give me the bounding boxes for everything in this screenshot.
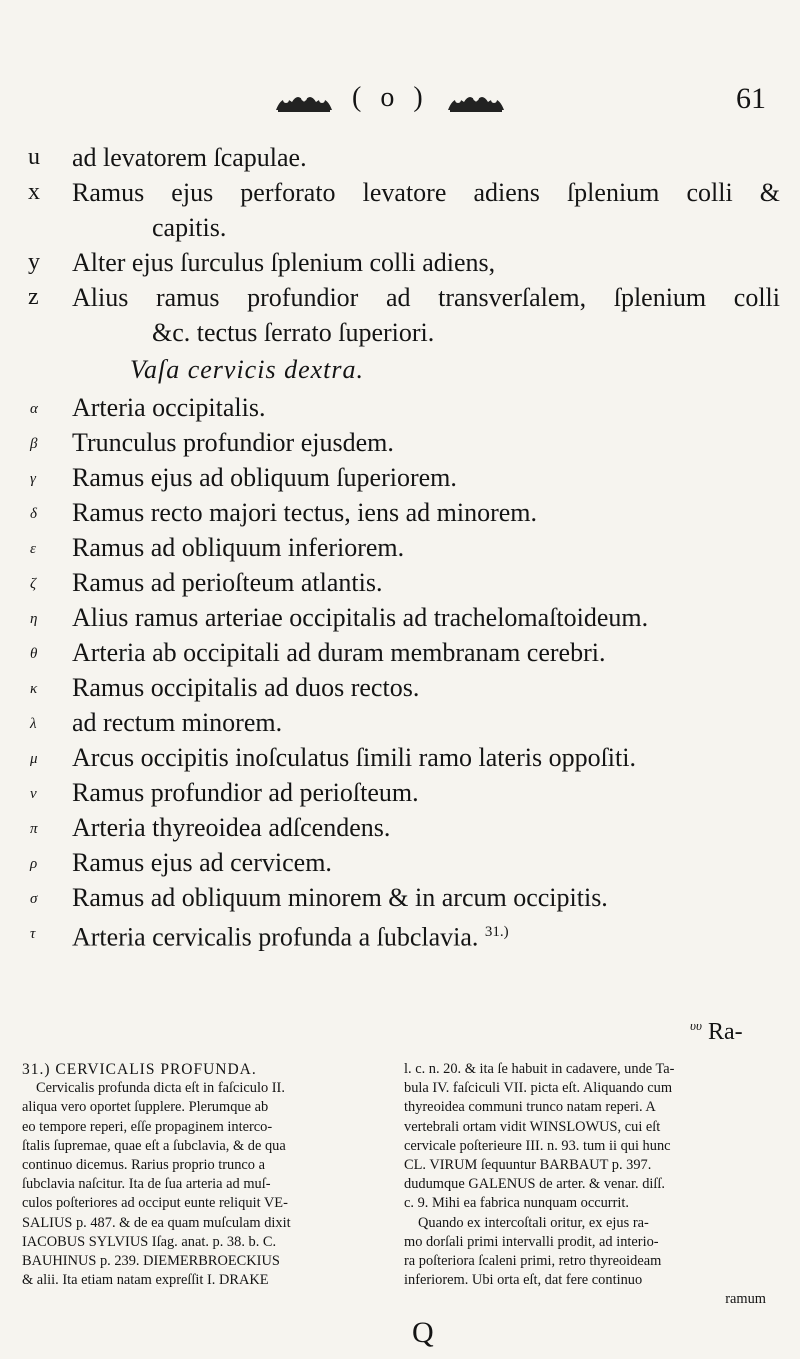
entry-letter: β xyxy=(30,436,38,452)
footnote-line: BAUHINUS p. 239. DIEMERBROECKIUS xyxy=(22,1253,280,1270)
list-item xyxy=(20,740,780,775)
footnote-line: c. 9. Mihi ea fabrica nunquam occurrit. xyxy=(404,1195,629,1212)
right-ornament-icon xyxy=(444,90,508,114)
entry-letter: ν xyxy=(30,786,37,802)
list-item xyxy=(20,390,780,425)
list-item xyxy=(20,425,780,460)
footnote-line: cervicale poſterieure III. n. 93. tum ii qui hunc xyxy=(404,1137,671,1154)
entry-letter: τ xyxy=(30,926,36,942)
entry-text: Arteria ab occipitali ad duram membranam cerebri. xyxy=(72,638,606,667)
entry-letter: δ xyxy=(30,506,37,522)
entry-text: Ramus occipitalis ad duos rectos. xyxy=(72,673,420,702)
entry-text: Ramus ad obliquum minorem & in arcum occipitis. xyxy=(72,883,608,912)
catchword xyxy=(690,1018,743,1046)
entry-text: Trunculus profundior ejusdem. xyxy=(72,428,394,457)
signature-heading: ( o ) xyxy=(352,82,429,113)
footnote-line: thyreoidea communi trunco natam reperi. A xyxy=(404,1099,656,1116)
footnote-line: Cervicalis profunda dicta eſt in faſciculo II. xyxy=(36,1080,285,1097)
left-ornament-icon xyxy=(272,90,336,114)
list-item xyxy=(20,280,780,350)
running-head xyxy=(0,82,800,122)
list-item xyxy=(20,495,780,530)
signature-mark: Q xyxy=(412,1316,434,1349)
list-item xyxy=(20,175,780,245)
footnote-line: mo dorſali primi intervalli prodit, ad interio- xyxy=(404,1233,659,1250)
entry-text: Arteria cervicalis profunda a ſubclavia. xyxy=(72,922,479,952)
footnote-line: vertebrali ortam vidit WINSLOWUS, cui eſt xyxy=(404,1118,661,1135)
footnote-line: ra poſteriora ſcaleni primi, retro thyreoideam xyxy=(404,1253,662,1270)
entry-text: Ramus ejus ad cervicem. xyxy=(72,848,332,877)
entry-text: Ramus ejus perforato levatore adiens ſplenium colli & xyxy=(72,178,780,207)
footnote-line: ſubclavia naſcitur. Ita de ſua arteria ad muſ- xyxy=(22,1176,271,1193)
footnote-line: culos poſteriores ad occiput eunte reliquit VE- xyxy=(22,1195,288,1212)
catchword-text: Ra- xyxy=(707,1019,743,1045)
entry-letter: y xyxy=(28,249,40,275)
entry-text: ad levatorem ſcapulae. xyxy=(72,143,307,172)
list-item xyxy=(20,460,780,495)
list-item xyxy=(20,845,780,880)
footnote-line: continuo dicemus. Rarius proprio trunco a xyxy=(22,1157,265,1174)
entry-letter: κ xyxy=(30,681,38,697)
list-item xyxy=(20,670,780,705)
entry-text: Ramus ad obliquum inferiorem. xyxy=(72,533,405,562)
entry-letter: ζ xyxy=(30,576,37,592)
entry-list xyxy=(20,140,780,950)
entry-continuation: capitis. xyxy=(152,213,227,242)
footnote-line: eo tempore reperi, eſſe propaginem interco- xyxy=(22,1118,273,1135)
section-title: Vaſa cervicis dextra. xyxy=(130,355,364,384)
list-item xyxy=(20,775,780,810)
footnote-line: bula IV. faſciculi VII. picta eſt. Aliquando cum xyxy=(404,1080,673,1097)
footnote-line: Quando ex intercoſtali oritur, ex ejus ra- xyxy=(418,1214,649,1231)
entry-letter: π xyxy=(30,821,38,837)
entry-text: Alter ejus ſurculus ſplenium colli adiens, xyxy=(72,248,496,277)
entry-letter: u xyxy=(28,144,40,170)
entry-text: Alius ramus profundior ad transverſalem, ſplenium colli xyxy=(72,283,780,312)
entry-letter: μ xyxy=(30,751,38,767)
footnote-line: SALIUS p. 487. & de ea quam muſculam dixit xyxy=(22,1214,291,1231)
footnote-line: dudumque GALENUS de arter. & venar. diſſ. xyxy=(404,1176,665,1193)
entry-text: Ramus ejus ad obliquum ſuperiorem. xyxy=(72,463,457,492)
entry-letter: α xyxy=(30,401,38,417)
list-item xyxy=(20,880,780,915)
entry-text: Ramus recto majori tectus, iens ad minorem. xyxy=(72,498,537,527)
entry-letter: ε xyxy=(30,541,36,557)
list-item xyxy=(20,140,780,175)
footnote-left-column xyxy=(22,1060,390,1290)
entry-text: ad rectum minorem. xyxy=(72,708,283,737)
footnote-line: aliqua vero oportet ſupplere. Plerumque ab xyxy=(22,1099,269,1116)
list-item xyxy=(20,635,780,670)
entry-text: Alius ramus arteriae occipitalis ad trachelomaſtoideum. xyxy=(72,603,649,632)
footnote-heading: 31.) CERVICALIS PROFUNDA. xyxy=(22,1061,257,1078)
entry-text: Ramus ad perioſteum atlantis. xyxy=(72,568,383,597)
list-item xyxy=(20,705,780,740)
page-number: 61 xyxy=(736,82,766,115)
footnote-line: l. c. n. 20. & ita ſe habuit in cadavere, unde Ta- xyxy=(404,1061,675,1077)
footnote-reference: 31.) xyxy=(484,924,509,940)
footnote-line: & alii. Ita etiam natam expreſſit I. DRAKE xyxy=(22,1272,269,1289)
entry-letter: η xyxy=(30,611,38,627)
list-item xyxy=(20,245,780,280)
catchword-label: υυ xyxy=(690,1018,702,1033)
footnote-right-column xyxy=(404,1060,766,1310)
entry-letter: λ xyxy=(30,716,37,732)
footnote-line: inferiorem. Ubi orta eſt, dat fere continuo xyxy=(404,1272,643,1289)
footnote-line: ſtalis ſupremae, quae eſt a ſubclavia, & de qua xyxy=(22,1137,286,1154)
entry-letter: θ xyxy=(30,646,38,662)
entry-continuation: &c. tectus ſerrato ſuperiori. xyxy=(152,318,435,347)
footnote-catchword: ramum xyxy=(725,1291,766,1308)
footnote-line: CL. VIRUM ſequuntur BARBAUT p. 397. xyxy=(404,1157,652,1174)
list-item xyxy=(20,600,780,635)
entry-letter: σ xyxy=(30,891,38,907)
entry-text: Arteria thyreoidea adſcendens. xyxy=(72,813,391,842)
list-item xyxy=(20,565,780,600)
list-item xyxy=(20,915,780,950)
entry-text: Arteria occipitalis. xyxy=(72,393,266,422)
list-item xyxy=(20,530,780,565)
entry-letter: γ xyxy=(30,471,36,487)
entry-letter: ρ xyxy=(30,856,38,872)
list-item xyxy=(20,810,780,845)
entry-letter: z xyxy=(28,284,39,310)
entry-text: Arcus occipitis inoſculatus ſimili ramo lateris oppoſiti. xyxy=(72,743,636,772)
footnote-line: IACOBUS SYLVIUS Iſag. anat. p. 38. b. C. xyxy=(22,1233,277,1250)
entry-text: Ramus profundior ad perioſteum. xyxy=(72,778,419,807)
entry-letter: x xyxy=(28,179,40,205)
